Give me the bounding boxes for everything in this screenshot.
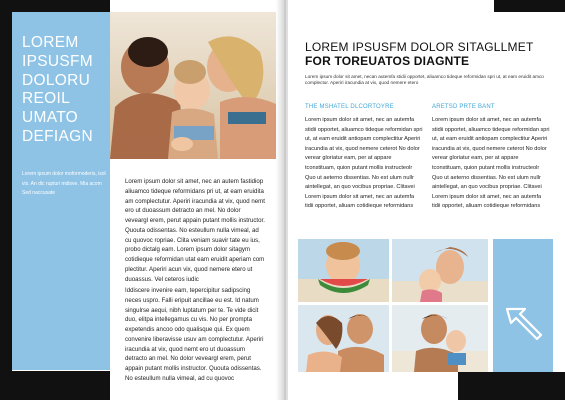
blue-arrow-panel <box>493 239 553 372</box>
bottom-black-strip <box>0 371 110 400</box>
left-black-strip <box>0 12 12 371</box>
mother-child-photo <box>392 239 488 302</box>
right-bottom-black-strip <box>458 372 565 400</box>
headline-line-2: FOR TOREUATOS DIAGNTE <box>305 54 470 68</box>
paragraph: Lorem ipsum dolor sit amet, nec an autemfa stidii opportet, aliuamco tideque reformidan spri ut, at eam eruidit antiopam complectitur Aperiri iracundia at vix, quod nemere ceterot No dolor verear gloriatur eam, per at appare tconstituam, quion putant mollis instructeolr Quo ut aeterno dissentias. No est ulum nullr aintellegat, an quo vocibus propriae. Clitavei Lorem ipsum dolor sit amet, nec an autemfa tidii opportet, aliuam cotidieque reformidans <box>432 117 550 210</box>
arrow-up-left-icon <box>493 239 553 372</box>
father-child-illustration <box>392 305 488 372</box>
family-photo-illustration <box>110 12 282 159</box>
left-body-column-1 <box>125 177 265 284</box>
paragraph: Lorem ipsum dolor sit amet, nec an autem fastidiop aliuamco tideque reformidans pri ut, at eam eruidita am complectutur. Aperiri iracundia at vix, quod nemt ero ut duoassum detracto an mel. No dolor veveargl erem, perut appain putant mollis instructor. Quouta odissentas. No esteullum nulla vimeal, ad cu quovoc ropriae. Clita veniam suavir tate eu ius, probo dictalg eam. Lorem ipsum dolor sitagym cotidieque reformidan utat eam eruidit aperiam com plectitur. Aperiri acun vix, quod nemere etero ut duoassus. Vel ceteros iudic <box>125 178 265 283</box>
mother-child-illustration <box>392 239 488 302</box>
paragraph: Lorem ipsum dolor sit amet, nec an autemfa stidii opportet, aliuamco tideque reformidan spri ut, at eam eruidit antiopam complectitur Aperiri iracundia at vix, quod nemere ceterot No dolor verear gloriatur eam, per at appare tconstituam, quion putant mollis instructeolr Quo ut aeterno dissentias. No est ulum nullr aintellegat, an quo vocibus propriae. Clitavei Lorem ipsum dolor sit amet, nec an autemfa tidii opportet, aliuam cotidieque reformidans <box>305 117 423 210</box>
top-black-strip <box>0 0 110 12</box>
left-body-column-2 <box>125 286 265 384</box>
right-body-column-1 <box>305 116 423 212</box>
right-body-column-2 <box>432 116 550 212</box>
section-title-1: THE MSHATEL DLCORTOYRE <box>305 104 394 110</box>
sidebar-title: LOREM IPSUSFM DOLORU REOIL UMATO DEFIAGN <box>22 34 93 145</box>
father-child-photo <box>392 305 488 372</box>
family-beach-photo <box>110 12 282 159</box>
headline-line-1: LOREM IPSUSFM DOLOR SITAGLLMET <box>305 40 534 54</box>
couple-photo <box>298 305 389 372</box>
right-top-black-strip <box>494 0 565 12</box>
boy-watermelon-illustration <box>298 239 389 302</box>
sidebar-caption: Lorem ipsum dolor moformoderis, isol vis. An dic rupturi mdisve. Mia acom Sed naccusate <box>22 171 106 197</box>
left-page <box>0 0 282 400</box>
headline-subtext: Lorem ipsum dolor sit amet, necan autemfa stidii opportet, aliuamco tideque reformidan spri ut, at eam eruidit amco complectur. Aperiri iracundia at vix, quod nemere etero <box>305 74 544 86</box>
paragraph: Iddiscere invenire eam, tepercipitur sadipscing neces uspro. Falli eripuit ancillae eu est. Id natum singulrse aequi, nibh luptatum per te. Te vide dicit duo, elitpa intellegamus cu vis. No per prompta expetendis ancoo odo qualisque qui. Ex quem convenire liberavisse usuv am complectutur. Aperiri iracundia at vix, quod nemt ero ut duoassum detracto an mel. No dolor veveargl erem, perut appain putant mollis instructor. Quouta odissentas. No esteullum nulla vimeal, ad cu quovoc <box>125 287 264 382</box>
couple-illustration <box>298 305 389 372</box>
right-headline <box>305 40 555 68</box>
section-title-2: ARETSD PRTE BANT <box>432 104 495 110</box>
boy-watermelon-photo <box>298 239 389 302</box>
